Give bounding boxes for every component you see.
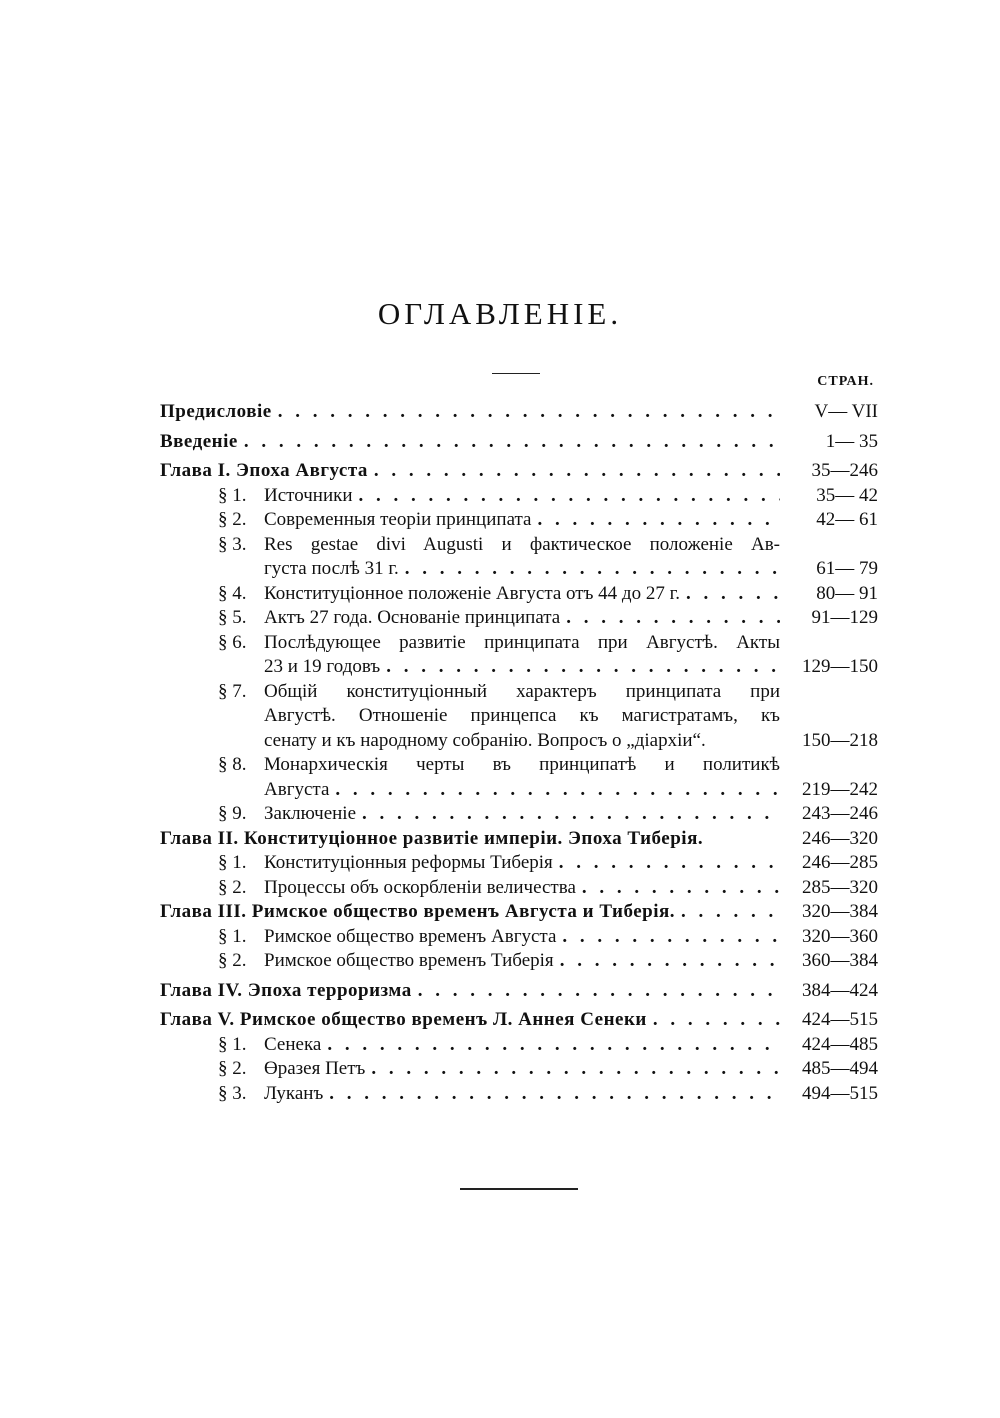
leader-dots — [335, 778, 780, 803]
toc-entry-preface — [160, 400, 878, 425]
page-title: ОГЛАВЛЕНІЕ. — [377, 296, 623, 331]
entry-pages: 424—515 — [802, 1009, 878, 1030]
toc-section — [160, 851, 878, 876]
leader-dots — [681, 900, 780, 925]
section-number: § 5. — [218, 607, 247, 628]
toc-section-continuation — [160, 729, 878, 754]
toc-section — [160, 533, 878, 558]
leader-dots — [362, 802, 780, 827]
leader-dots — [374, 459, 780, 484]
closing-rule — [460, 1188, 578, 1190]
section-number: § 1. — [218, 484, 247, 506]
toc-chapter-4 — [160, 979, 878, 1004]
entry-title: Современныя теоріи принципата — [264, 509, 532, 530]
pages-column-header: СТРАН. — [817, 374, 874, 389]
leader-dots — [653, 1008, 780, 1033]
entry-pages: 35—246 — [811, 460, 878, 481]
toc-section — [160, 606, 878, 631]
leader-dots — [386, 655, 780, 680]
toc-section — [160, 484, 878, 509]
leader-dots — [329, 1082, 780, 1107]
table-of-contents — [160, 400, 878, 1106]
leader-dots — [582, 876, 780, 901]
entry-pages: 1— 35 — [825, 430, 878, 452]
section-number: § 9. — [218, 803, 247, 824]
toc-section — [160, 680, 878, 705]
entry-title: Өразея Петъ — [264, 1058, 366, 1079]
toc-section — [160, 1082, 878, 1107]
toc-chapter-3 — [160, 900, 878, 925]
section-number: § 1. — [218, 852, 247, 873]
toc-section-continuation — [160, 778, 878, 803]
entry-pages: 494—515 — [802, 1082, 878, 1104]
leader-dots — [559, 851, 780, 876]
entry-title: Введеніе — [160, 430, 238, 452]
entry-pages: 35— 42 — [816, 484, 878, 506]
toc-chapter-2 — [160, 827, 878, 852]
entry-title: Актъ 27 года. Основаніе принципата — [264, 607, 561, 628]
entry-pages: 246—320 — [802, 827, 878, 849]
section-number: § 2. — [218, 1058, 247, 1079]
section-number: § 2. — [218, 509, 247, 530]
entry-title-line: Монархическія черты въ принципатѣ и политикѣ — [264, 754, 780, 775]
entry-title-line: Res gestae divi Augusti и фактическое положеніе Ав- — [264, 533, 780, 555]
entry-title: Конституціонныя реформы Тиберія — [264, 852, 553, 873]
entry-title: Глава IV. Эпоха терроризма — [160, 979, 412, 1001]
leader-dots — [560, 949, 780, 974]
entry-pages: 42— 61 — [816, 509, 878, 530]
entry-pages: 320—384 — [802, 901, 878, 922]
entry-title: Процессы объ оскорбленіи величества — [264, 876, 576, 898]
leader-dots — [405, 557, 780, 582]
toc-section — [160, 802, 878, 827]
entry-pages: 485—494 — [802, 1058, 878, 1079]
entry-pages: 91—129 — [811, 607, 878, 628]
leader-dots — [537, 508, 780, 533]
toc-section — [160, 508, 878, 533]
entry-pages: 219—242 — [802, 778, 878, 800]
entry-title: Глава III. Римское общество временъ Августа и Тиберія. — [160, 901, 676, 922]
toc-section-continuation — [160, 557, 878, 582]
section-number: § 2. — [218, 950, 247, 971]
entry-pages: 424—485 — [802, 1033, 878, 1055]
entry-title-line: Августѣ. Отношеніе принцепса къ магистратамъ, къ — [264, 705, 780, 726]
entry-pages: 384—424 — [802, 979, 878, 1001]
leader-dots — [278, 400, 780, 425]
entry-title: Римское общество временъ Тиберія — [264, 950, 554, 971]
toc-section — [160, 876, 878, 901]
toc-chapter-1 — [160, 459, 878, 484]
entry-pages: 243—246 — [802, 803, 878, 824]
section-number: § 1. — [218, 1033, 247, 1055]
section-number: § 7. — [218, 680, 247, 702]
entry-title: густа послѣ 31 г. — [264, 558, 399, 579]
entry-title: Глава I. Эпоха Августа — [160, 460, 368, 481]
entry-title: сенату и къ народному собранію. Вопросъ о „діархіи“. — [264, 729, 706, 751]
entry-pages: 61— 79 — [816, 558, 878, 579]
toc-section — [160, 1057, 878, 1082]
section-number: § 2. — [218, 876, 247, 898]
toc-section — [160, 949, 878, 974]
entry-title: Предисловіе — [160, 401, 272, 422]
leader-dots — [418, 979, 780, 1004]
entry-title: Римское общество временъ Августа — [264, 925, 557, 947]
leader-dots — [371, 1057, 780, 1082]
entry-title: Глава V. Римское общество временъ Л. Аннея Сенеки — [160, 1009, 647, 1030]
toc-section — [160, 925, 878, 950]
section-number: § 1. — [218, 925, 247, 947]
entry-title-line: Общій конституціонный характеръ принципата при — [264, 680, 780, 702]
section-number: § 4. — [218, 582, 247, 604]
title-divider — [492, 373, 540, 374]
entry-title: Источники — [264, 484, 353, 506]
toc-section — [160, 753, 878, 778]
leader-dots — [566, 606, 780, 631]
section-number: § 3. — [218, 1082, 247, 1104]
section-number: § 3. — [218, 533, 247, 555]
entry-pages: 360—384 — [802, 950, 878, 971]
entry-pages: 129—150 — [802, 656, 878, 677]
entry-pages: V— VII — [814, 401, 878, 422]
section-number: § 8. — [218, 754, 247, 775]
toc-chapter-5 — [160, 1008, 878, 1033]
entry-title: Заключеніе — [264, 803, 357, 824]
entry-title: 23 и 19 годовъ — [264, 656, 381, 677]
entry-title: Сенека — [264, 1033, 322, 1055]
entry-title: Луканъ — [264, 1082, 324, 1104]
entry-title-line: Послѣдующее развитіе принципата при Августѣ. Акты — [264, 631, 780, 653]
section-number: § 6. — [218, 631, 247, 653]
leader-dots — [562, 925, 780, 950]
toc-section — [160, 1033, 878, 1058]
leader-dots — [686, 582, 780, 607]
leader-dots — [327, 1033, 780, 1058]
entry-title: Августа — [264, 778, 330, 800]
toc-section-continuation — [160, 704, 878, 729]
entry-pages: 246—285 — [802, 852, 878, 873]
leader-dots — [359, 484, 780, 509]
entry-pages: 285—320 — [802, 876, 878, 898]
entry-title: Глава II. Конституціонное развитіе имперіи. Эпоха Тиберія. — [160, 827, 704, 849]
toc-section-continuation — [160, 655, 878, 680]
toc-section — [160, 582, 878, 607]
toc-section — [160, 631, 878, 656]
entry-pages: 320—360 — [802, 925, 878, 947]
leader-dots — [244, 430, 780, 455]
entry-title: Конституціонное положеніе Августа отъ 44 до 27 г. — [264, 582, 680, 604]
toc-entry-introduction — [160, 430, 878, 455]
entry-pages: 150—218 — [802, 729, 878, 751]
entry-pages: 80— 91 — [816, 582, 878, 604]
